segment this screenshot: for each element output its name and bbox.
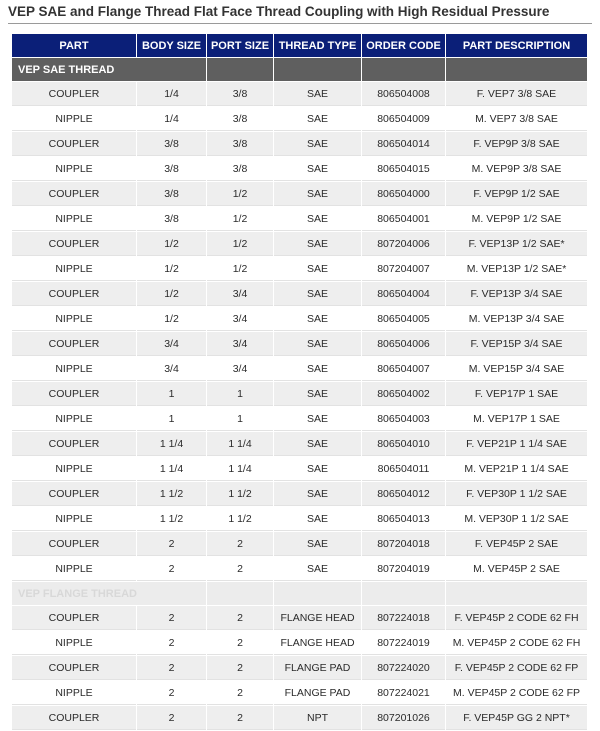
cell-port-size: 3/4 [207, 357, 273, 381]
cell-port-size: 1/2 [207, 182, 273, 206]
cell-thread-type: SAE [274, 507, 361, 531]
cell-thread-type: SAE [274, 432, 361, 456]
cell-thread-type: SAE [274, 82, 361, 106]
cell-part: NIPPLE [12, 107, 136, 131]
cell-thread-type: SAE [274, 157, 361, 181]
column-header-part: PART [12, 34, 136, 57]
cell-part: COUPLER [12, 482, 136, 506]
cell-part: COUPLER [12, 232, 136, 256]
column-header-order-code: ORDER CODE [362, 34, 445, 57]
cell-body-size: 3/8 [137, 207, 206, 231]
header-row [12, 34, 587, 57]
cell-part-description: F. VEP9P 3/8 SAE [446, 132, 587, 156]
section-header-cell [274, 582, 361, 605]
cell-body-size: 2 [137, 656, 206, 680]
cell-order-code: 807204018 [362, 532, 445, 556]
cell-thread-type: FLANGE HEAD [274, 606, 361, 630]
cell-body-size: 2 [137, 681, 206, 705]
cell-part: COUPLER [12, 532, 136, 556]
column-header-body-size: BODY SIZE [137, 34, 206, 57]
parts-table [11, 33, 588, 731]
table-row [12, 432, 587, 456]
cell-part-description: F. VEP13P 1/2 SAE* [446, 232, 587, 256]
cell-body-size: 1 1/2 [137, 507, 206, 531]
cell-part-description: F. VEP45P 2 CODE 62 FP [446, 656, 587, 680]
cell-body-size: 2 [137, 532, 206, 556]
cell-body-size: 3/4 [137, 332, 206, 356]
column-header-port-size: PORT SIZE [207, 34, 273, 57]
section-header-cell [446, 58, 587, 81]
table-row [12, 232, 587, 256]
cell-part: COUPLER [12, 132, 136, 156]
cell-part-description: M. VEP45P 2 CODE 62 FH [446, 631, 587, 655]
cell-part: COUPLER [12, 382, 136, 406]
cell-thread-type: SAE [274, 532, 361, 556]
cell-port-size: 1 1/2 [207, 482, 273, 506]
cell-order-code: 806504003 [362, 407, 445, 431]
cell-part-description: F. VEP13P 3/4 SAE [446, 282, 587, 306]
cell-thread-type: FLANGE PAD [274, 656, 361, 680]
cell-order-code: 806504011 [362, 457, 445, 481]
cell-thread-type: SAE [274, 207, 361, 231]
section-header-cell [446, 582, 587, 605]
cell-body-size: 1 1/4 [137, 457, 206, 481]
cell-port-size: 2 [207, 606, 273, 630]
cell-part-description: F. VEP9P 1/2 SAE [446, 182, 587, 206]
cell-body-size: 1 1/2 [137, 482, 206, 506]
cell-port-size: 3/8 [207, 157, 273, 181]
table-row [12, 407, 587, 431]
cell-part-description: M. VEP45P 2 CODE 62 FP [446, 681, 587, 705]
cell-part-description: M. VEP13P 3/4 SAE [446, 307, 587, 331]
table-row [12, 157, 587, 181]
table-row [12, 282, 587, 306]
cell-order-code: 806504014 [362, 132, 445, 156]
table-row [12, 507, 587, 531]
table-header [12, 34, 587, 57]
cell-body-size: 3/8 [137, 182, 206, 206]
cell-part: COUPLER [12, 82, 136, 106]
column-header-thread-type: THREAD TYPE [274, 34, 361, 57]
column-header-part-description: PART DESCRIPTION [446, 34, 587, 57]
section-header-cell [362, 582, 445, 605]
cell-part: COUPLER [12, 606, 136, 630]
title-divider [8, 23, 592, 24]
cell-body-size: 3/4 [137, 357, 206, 381]
cell-order-code: 807204019 [362, 557, 445, 581]
cell-order-code: 806504001 [362, 207, 445, 231]
cell-part: NIPPLE [12, 681, 136, 705]
table-row [12, 307, 587, 331]
cell-body-size: 1/2 [137, 307, 206, 331]
cell-order-code: 807224021 [362, 681, 445, 705]
cell-part-description: F. VEP45P 2 SAE [446, 532, 587, 556]
table-row [12, 606, 587, 630]
cell-order-code: 806504006 [362, 332, 445, 356]
cell-port-size: 3/4 [207, 307, 273, 331]
cell-order-code: 807224018 [362, 606, 445, 630]
cell-part: COUPLER [12, 282, 136, 306]
cell-port-size: 1/2 [207, 207, 273, 231]
cell-order-code: 806504010 [362, 432, 445, 456]
cell-thread-type: SAE [274, 357, 361, 381]
cell-part-description: M. VEP21P 1 1/4 SAE [446, 457, 587, 481]
cell-thread-type: SAE [274, 307, 361, 331]
table-row [12, 257, 587, 281]
cell-part-description: F. VEP45P GG 2 NPT* [446, 706, 587, 730]
cell-order-code: 806504008 [362, 82, 445, 106]
section-label: VEP SAE THREAD [12, 58, 206, 81]
cell-port-size: 1 1/2 [207, 507, 273, 531]
cell-part-description: M. VEP13P 1/2 SAE* [446, 257, 587, 281]
cell-order-code: 807204007 [362, 257, 445, 281]
cell-port-size: 1 [207, 407, 273, 431]
table-row [12, 207, 587, 231]
cell-order-code: 806504004 [362, 282, 445, 306]
cell-body-size: 1 [137, 382, 206, 406]
cell-thread-type: SAE [274, 382, 361, 406]
cell-order-code: 807204006 [362, 232, 445, 256]
cell-part-description: F. VEP30P 1 1/2 SAE [446, 482, 587, 506]
cell-thread-type: SAE [274, 282, 361, 306]
cell-thread-type: SAE [274, 482, 361, 506]
section-header-cell [207, 58, 273, 81]
cell-body-size: 3/8 [137, 132, 206, 156]
cell-thread-type: SAE [274, 107, 361, 131]
cell-port-size: 1/2 [207, 257, 273, 281]
table-row [12, 382, 587, 406]
cell-thread-type: SAE [274, 457, 361, 481]
section-header-cell [207, 582, 273, 605]
cell-part: COUPLER [12, 432, 136, 456]
cell-port-size: 3/4 [207, 282, 273, 306]
cell-thread-type: SAE [274, 407, 361, 431]
cell-part: NIPPLE [12, 507, 136, 531]
section-label: VEP FLANGE THREAD [12, 582, 206, 605]
cell-part-description: F. VEP17P 1 SAE [446, 382, 587, 406]
cell-part-description: F. VEP7 3/8 SAE [446, 82, 587, 106]
cell-part-description: M. VEP7 3/8 SAE [446, 107, 587, 131]
cell-port-size: 1/2 [207, 232, 273, 256]
cell-part-description: M. VEP17P 1 SAE [446, 407, 587, 431]
cell-body-size: 1/4 [137, 82, 206, 106]
cell-body-size: 2 [137, 706, 206, 730]
cell-port-size: 3/4 [207, 332, 273, 356]
cell-body-size: 1/2 [137, 282, 206, 306]
cell-part: NIPPLE [12, 257, 136, 281]
table-row [12, 132, 587, 156]
cell-part-description: M. VEP45P 2 SAE [446, 557, 587, 581]
table-row [12, 357, 587, 381]
table-row [12, 532, 587, 556]
section-header-cell [274, 58, 361, 81]
cell-order-code: 806504015 [362, 157, 445, 181]
cell-body-size: 2 [137, 631, 206, 655]
cell-body-size: 1/4 [137, 107, 206, 131]
cell-part: COUPLER [12, 332, 136, 356]
cell-port-size: 3/8 [207, 82, 273, 106]
cell-body-size: 3/8 [137, 157, 206, 181]
cell-part: NIPPLE [12, 631, 136, 655]
cell-thread-type: SAE [274, 232, 361, 256]
cell-thread-type: NPT [274, 706, 361, 730]
table-row [12, 557, 587, 581]
cell-order-code: 807224020 [362, 656, 445, 680]
cell-thread-type: SAE [274, 257, 361, 281]
cell-order-code: 807201026 [362, 706, 445, 730]
cell-port-size: 1 [207, 382, 273, 406]
section-header-row [12, 582, 587, 605]
table-row [12, 82, 587, 106]
cell-part-description: F. VEP45P 2 CODE 62 FH [446, 606, 587, 630]
cell-port-size: 2 [207, 656, 273, 680]
cell-part-description: M. VEP9P 3/8 SAE [446, 157, 587, 181]
cell-part-description: F. VEP15P 3/4 SAE [446, 332, 587, 356]
cell-part: NIPPLE [12, 307, 136, 331]
cell-order-code: 806504005 [362, 307, 445, 331]
cell-thread-type: SAE [274, 132, 361, 156]
cell-port-size: 1 1/4 [207, 457, 273, 481]
cell-order-code: 806504000 [362, 182, 445, 206]
table-row [12, 706, 587, 730]
table-row [12, 482, 587, 506]
table-row [12, 656, 587, 680]
cell-port-size: 1 1/4 [207, 432, 273, 456]
cell-port-size: 2 [207, 631, 273, 655]
table-row [12, 681, 587, 705]
table-row [12, 107, 587, 131]
cell-thread-type: SAE [274, 332, 361, 356]
cell-port-size: 3/8 [207, 107, 273, 131]
cell-order-code: 806504013 [362, 507, 445, 531]
cell-part: NIPPLE [12, 207, 136, 231]
cell-port-size: 2 [207, 557, 273, 581]
cell-part-description: M. VEP30P 1 1/2 SAE [446, 507, 587, 531]
cell-body-size: 2 [137, 557, 206, 581]
table-row [12, 182, 587, 206]
cell-part: COUPLER [12, 182, 136, 206]
cell-thread-type: SAE [274, 557, 361, 581]
cell-part: NIPPLE [12, 407, 136, 431]
table-row [12, 457, 587, 481]
cell-part: NIPPLE [12, 457, 136, 481]
cell-body-size: 1 [137, 407, 206, 431]
cell-order-code: 807224019 [362, 631, 445, 655]
cell-order-code: 806504012 [362, 482, 445, 506]
cell-part-description: M. VEP15P 3/4 SAE [446, 357, 587, 381]
cell-order-code: 806504009 [362, 107, 445, 131]
cell-port-size: 2 [207, 681, 273, 705]
cell-part: COUPLER [12, 706, 136, 730]
cell-body-size: 1/2 [137, 232, 206, 256]
table-row [12, 332, 587, 356]
cell-thread-type: FLANGE HEAD [274, 631, 361, 655]
cell-order-code: 806504002 [362, 382, 445, 406]
table-row [12, 631, 587, 655]
cell-body-size: 1/2 [137, 257, 206, 281]
section-header-cell [362, 58, 445, 81]
cell-part: COUPLER [12, 656, 136, 680]
cell-port-size: 2 [207, 532, 273, 556]
cell-order-code: 806504007 [362, 357, 445, 381]
cell-port-size: 3/8 [207, 132, 273, 156]
cell-part-description: M. VEP9P 1/2 SAE [446, 207, 587, 231]
section-header-row [12, 58, 587, 81]
page-title: VEP SAE and Flange Thread Flat Face Thread Coupling with High Residual Pressure [8, 4, 550, 19]
cell-thread-type: SAE [274, 182, 361, 206]
cell-part: NIPPLE [12, 157, 136, 181]
cell-port-size: 2 [207, 706, 273, 730]
cell-body-size: 2 [137, 606, 206, 630]
cell-thread-type: FLANGE PAD [274, 681, 361, 705]
cell-body-size: 1 1/4 [137, 432, 206, 456]
table-body [12, 58, 587, 730]
cell-part-description: F. VEP21P 1 1/4 SAE [446, 432, 587, 456]
cell-part: NIPPLE [12, 357, 136, 381]
cell-part: NIPPLE [12, 557, 136, 581]
